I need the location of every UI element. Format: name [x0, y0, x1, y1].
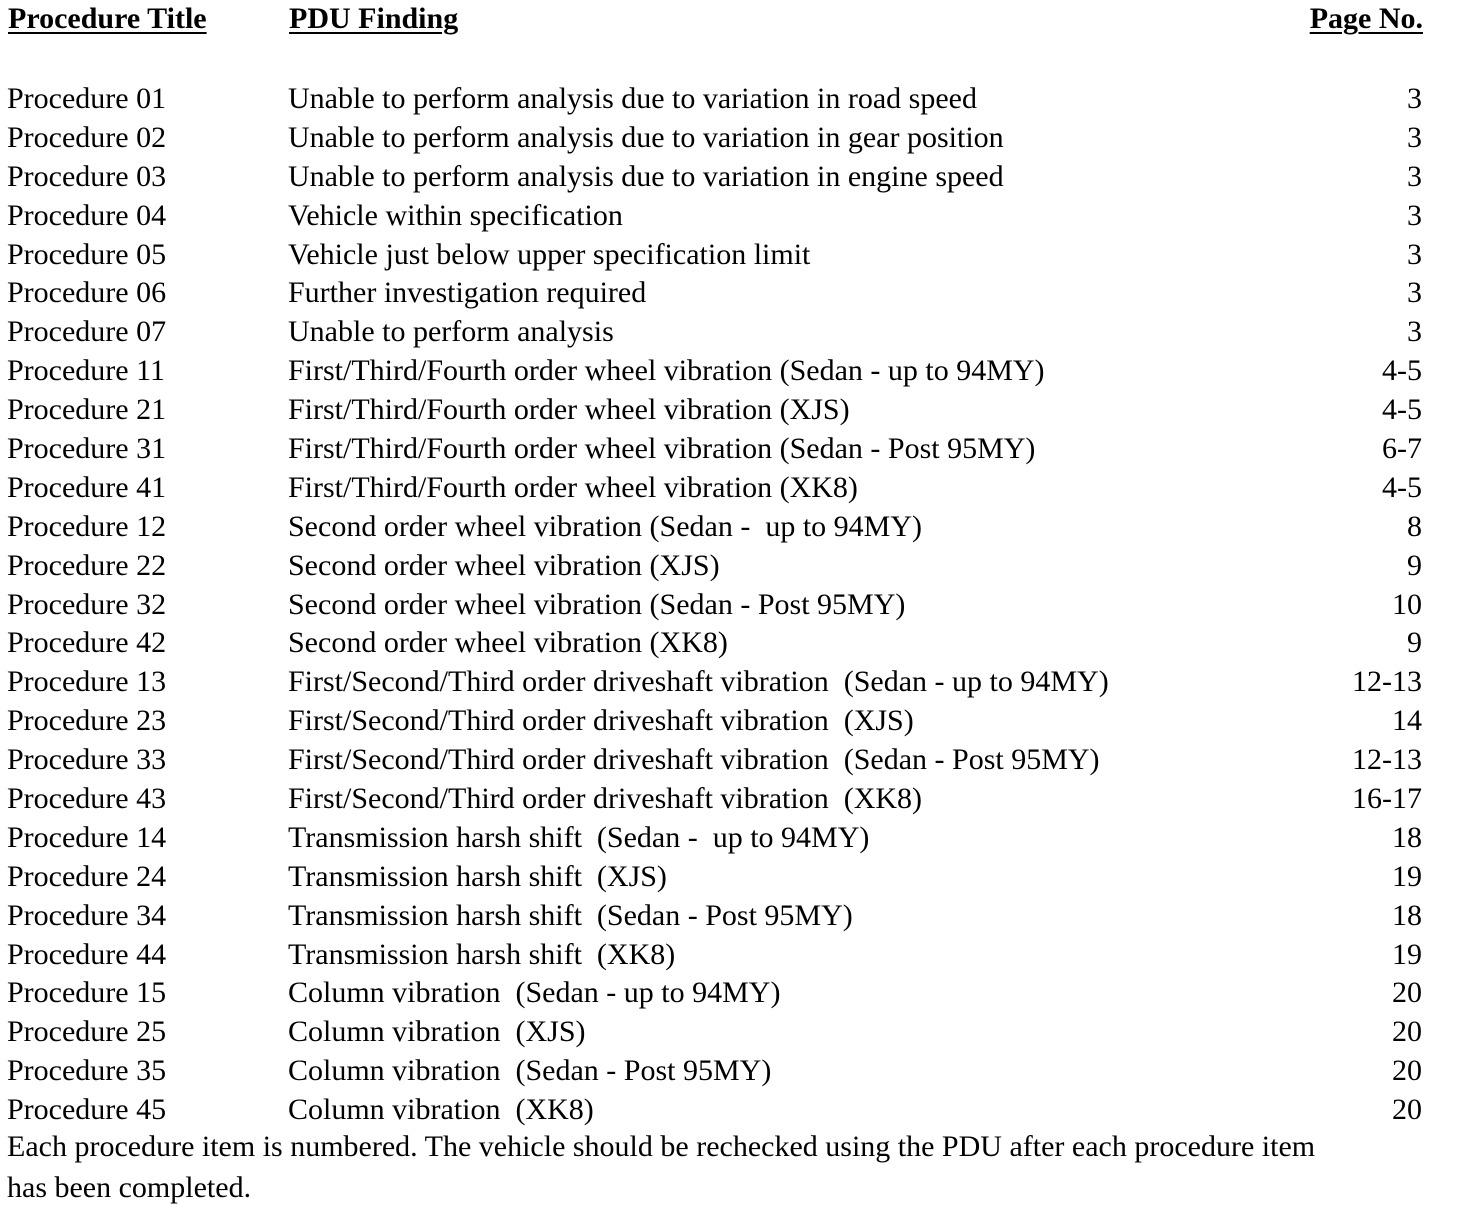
- procedure-table: [0, 80, 1472, 1130]
- table-row: [0, 819, 1472, 858]
- procedure-title-cell: Procedure 31: [7, 432, 167, 466]
- table-row: [0, 119, 1472, 158]
- page-number-cell: 18: [1392, 898, 1422, 932]
- pdu-finding-cell: Transmission harsh shift (XJS): [288, 859, 667, 893]
- pdu-finding-cell: Column vibration (Sedan - up to 94MY): [288, 976, 781, 1010]
- page-number-cell: 3: [1407, 276, 1422, 310]
- pdu-finding-cell: Second order wheel vibration (Sedan - Post 95MY): [288, 587, 906, 621]
- table-row: [0, 624, 1472, 663]
- page-number-cell: 4-5: [1382, 393, 1422, 427]
- table-row: [0, 780, 1472, 819]
- pdu-finding-cell: Unable to perform analysis due to variation in engine speed: [288, 159, 1004, 193]
- pdu-finding-cell: Column vibration (Sedan - Post 95MY): [288, 1054, 772, 1088]
- page-number-cell: 14: [1392, 704, 1422, 738]
- pdu-finding-cell: Second order wheel vibration (XJS): [288, 548, 720, 582]
- table-row: [0, 663, 1472, 702]
- table-row: [0, 80, 1472, 119]
- page-number-cell: 3: [1407, 315, 1422, 349]
- footer-line-1: Each procedure item is numbered. The vehicle should be rechecked using the PDU after each procedure item: [7, 1130, 1316, 1163]
- page-number-cell: 4-5: [1382, 470, 1422, 504]
- pdu-finding-cell: Transmission harsh shift (Sedan - Post 95MY): [288, 898, 853, 932]
- page-number-cell: 10: [1392, 587, 1422, 621]
- procedure-title-cell: Procedure 45: [7, 1093, 167, 1127]
- page-number-cell: 8: [1407, 509, 1422, 543]
- procedure-title-cell: Procedure 22: [7, 548, 167, 582]
- table-row: [0, 1091, 1472, 1130]
- header-procedure-title: Procedure Title: [8, 2, 207, 35]
- page-number-cell: 19: [1392, 859, 1422, 893]
- page-number-cell: 19: [1392, 937, 1422, 971]
- procedure-title-cell: Procedure 14: [7, 820, 167, 854]
- table-row: [0, 741, 1472, 780]
- table-row: [0, 430, 1472, 469]
- procedure-title-cell: Procedure 23: [7, 704, 167, 738]
- page-number-cell: 20: [1392, 1093, 1422, 1127]
- table-row: [0, 197, 1472, 236]
- page-number-cell: 12-13: [1352, 665, 1422, 699]
- pdu-finding-cell: Transmission harsh shift (XK8): [288, 937, 676, 971]
- page-number-cell: 9: [1407, 548, 1422, 582]
- procedure-title-cell: Procedure 41: [7, 470, 167, 504]
- pdu-finding-cell: First/Second/Third order driveshaft vibration (Sedan - Post 95MY): [288, 743, 1100, 777]
- pdu-finding-cell: Unable to perform analysis due to variation in gear position: [288, 120, 1004, 154]
- table-row: [0, 547, 1472, 586]
- table-row: [0, 586, 1472, 625]
- pdu-finding-cell: Column vibration (XK8): [288, 1093, 594, 1127]
- procedure-title-cell: Procedure 15: [7, 976, 167, 1010]
- page-number-cell: 9: [1407, 626, 1422, 660]
- procedure-title-cell: Procedure 34: [7, 898, 167, 932]
- pdu-finding-cell: First/Second/Third order driveshaft vibration (Sedan - up to 94MY): [288, 665, 1109, 699]
- pdu-finding-cell: Further investigation required: [288, 276, 647, 310]
- pdu-finding-cell: Unable to perform analysis: [288, 315, 614, 349]
- table-row: [0, 1052, 1472, 1091]
- pdu-finding-cell: Vehicle within specification: [288, 198, 623, 232]
- footer-note: [7, 1126, 1469, 1208]
- table-row: [0, 974, 1472, 1013]
- table-row: [0, 391, 1472, 430]
- table-row: [0, 469, 1472, 508]
- pdu-finding-cell: Second order wheel vibration (Sedan - up to 94MY): [288, 509, 923, 543]
- pdu-finding-cell: First/Second/Third order driveshaft vibration (XK8): [288, 782, 923, 816]
- table-header: [0, 2, 1472, 42]
- table-row: [0, 1013, 1472, 1052]
- table-row: [0, 313, 1472, 352]
- procedure-title-cell: Procedure 24: [7, 859, 167, 893]
- pdu-finding-cell: First/Third/Fourth order wheel vibration (XJS): [288, 393, 850, 427]
- table-row: [0, 702, 1472, 741]
- pdu-finding-cell: Vehicle just below upper specification limit: [288, 237, 811, 271]
- table-row: [0, 858, 1472, 897]
- pdu-finding-cell: Transmission harsh shift (Sedan - up to 94MY): [288, 820, 870, 854]
- footer-line-2: has been completed.: [7, 1171, 252, 1204]
- page-number-cell: 4-5: [1382, 354, 1422, 388]
- procedure-title-cell: Procedure 12: [7, 509, 167, 543]
- pdu-finding-cell: First/Third/Fourth order wheel vibration (XK8): [288, 470, 858, 504]
- pdu-finding-cell: Second order wheel vibration (XK8): [288, 626, 728, 660]
- page-number-cell: 3: [1407, 237, 1422, 271]
- procedure-title-cell: Procedure 32: [7, 587, 167, 621]
- procedure-title-cell: Procedure 01: [7, 82, 167, 115]
- page-number-cell: 16-17: [1352, 782, 1422, 816]
- procedure-title-cell: Procedure 06: [7, 276, 167, 310]
- table-row: [0, 897, 1472, 936]
- table-row: [0, 508, 1472, 547]
- page-number-cell: 20: [1392, 1015, 1422, 1049]
- procedure-title-cell: Procedure 21: [7, 393, 167, 427]
- table-row: [0, 236, 1472, 275]
- table-row: [0, 158, 1472, 197]
- page-number-cell: 6-7: [1382, 432, 1422, 466]
- pdu-finding-cell: Unable to perform analysis due to variation in road speed: [288, 82, 977, 115]
- pdu-finding-cell: First/Third/Fourth order wheel vibration (Sedan - Post 95MY): [288, 432, 1036, 466]
- page-number-cell: 3: [1407, 198, 1422, 232]
- pdu-finding-cell: First/Second/Third order driveshaft vibration (XJS): [288, 704, 914, 738]
- procedure-title-cell: Procedure 43: [7, 782, 167, 816]
- procedure-title-cell: Procedure 07: [7, 315, 167, 349]
- table-row: [0, 352, 1472, 391]
- page-number-cell: 3: [1407, 120, 1422, 154]
- procedure-title-cell: Procedure 35: [7, 1054, 167, 1088]
- header-pdu-finding: PDU Finding: [289, 2, 459, 35]
- page-number-cell: 12-13: [1352, 743, 1422, 777]
- header-page-no: Page No.: [1309, 2, 1423, 35]
- procedure-title-cell: Procedure 11: [7, 354, 165, 388]
- procedure-title-cell: Procedure 03: [7, 159, 167, 193]
- procedure-title-cell: Procedure 13: [7, 665, 167, 699]
- procedure-title-cell: Procedure 44: [7, 937, 167, 971]
- page-number-cell: 18: [1392, 820, 1422, 854]
- procedure-title-cell: Procedure 05: [7, 237, 167, 271]
- pdu-finding-cell: Column vibration (XJS): [288, 1015, 586, 1049]
- procedure-title-cell: Procedure 04: [7, 198, 167, 232]
- page-number-cell: 20: [1392, 1054, 1422, 1088]
- procedure-title-cell: Procedure 42: [7, 626, 167, 660]
- pdu-finding-cell: First/Third/Fourth order wheel vibration (Sedan - up to 94MY): [288, 354, 1045, 388]
- table-row: [0, 936, 1472, 975]
- procedure-title-cell: Procedure 25: [7, 1015, 167, 1049]
- procedure-title-cell: Procedure 02: [7, 120, 167, 154]
- page-number-cell: 3: [1407, 159, 1422, 193]
- page-number-cell: 3: [1407, 82, 1422, 115]
- table-row: [0, 274, 1472, 313]
- procedure-title-cell: Procedure 33: [7, 743, 167, 777]
- page-number-cell: 20: [1392, 976, 1422, 1010]
